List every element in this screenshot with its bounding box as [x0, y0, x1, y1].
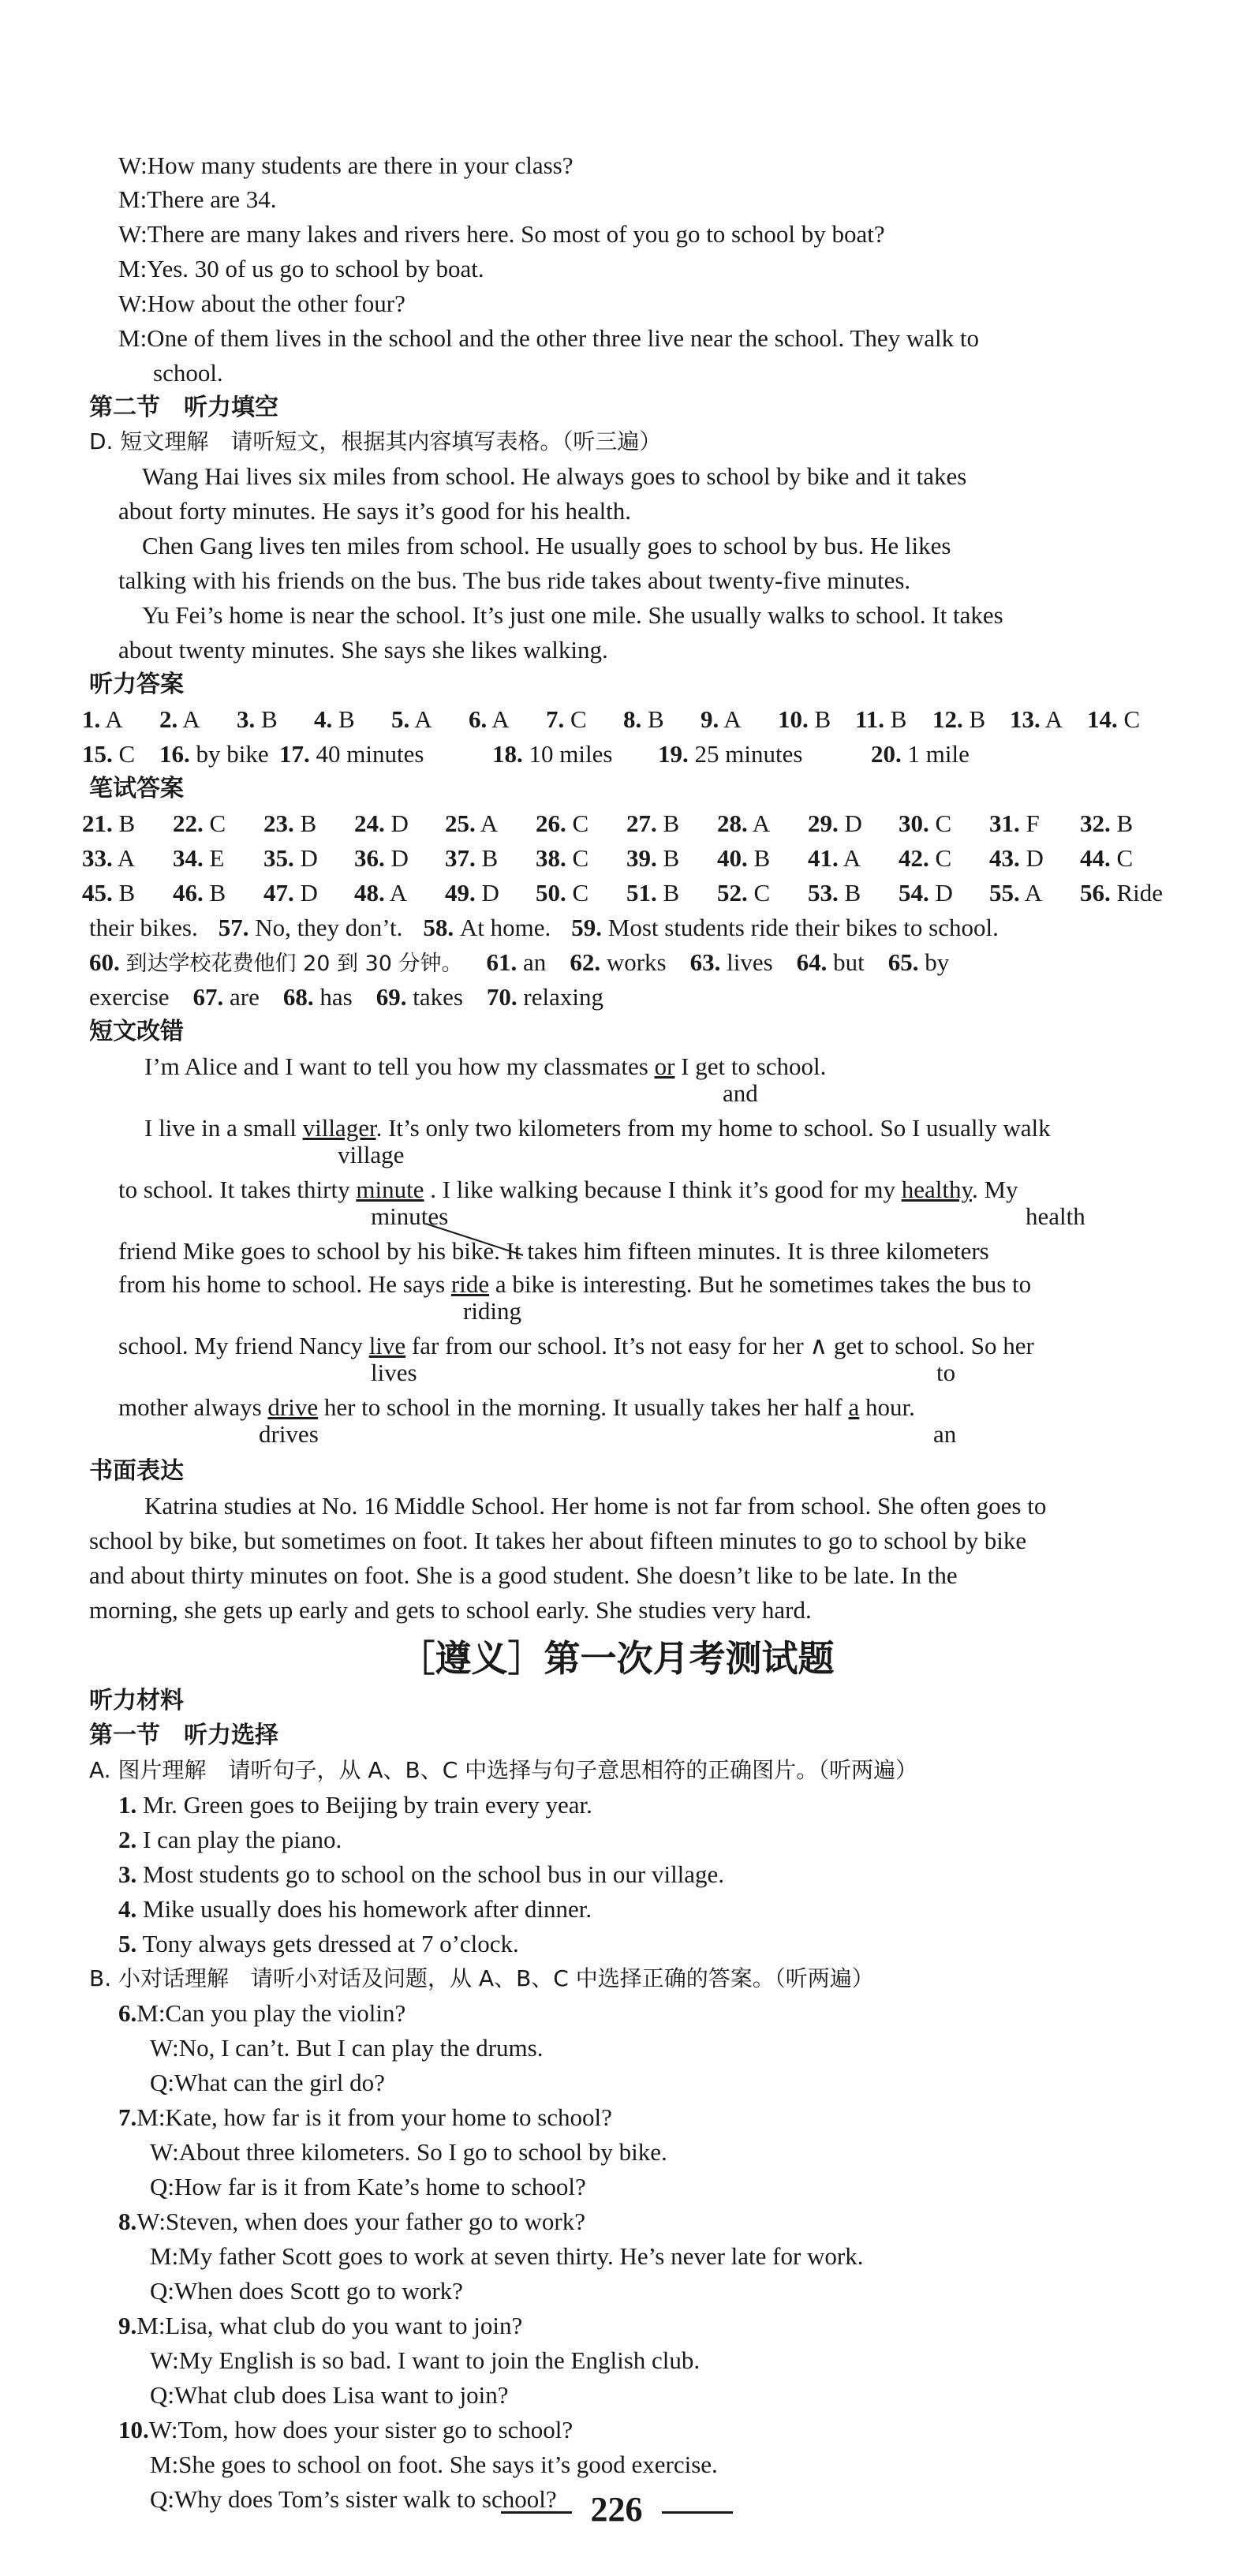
answer-item: 41. A — [808, 844, 861, 872]
correction-line: to school. It takes thirty minute . I like walking because I think it’s good for my healthy. My — [118, 1176, 1018, 1203]
answer-item: 56. Ride — [1080, 879, 1164, 907]
insert-caret-icon: ∧ — [809, 1332, 828, 1359]
answer-item: 36. D — [354, 844, 409, 872]
answer-item: 33. A — [82, 844, 136, 872]
answer-item: 19. 25 minutes — [658, 740, 803, 768]
dialog-line: M:There are 34. — [118, 185, 277, 213]
answer-item: 4. B — [314, 705, 355, 733]
page-number: 226 — [0, 2489, 1233, 2529]
section-heading: 第一节 听力选择 — [89, 1722, 278, 1749]
list-item: 4. Mike usually does his homework after dinner. — [118, 1895, 592, 1923]
delete-mark-icon — [422, 1219, 532, 1258]
dialog-line: Q:What club does Lisa want to join? — [150, 2381, 509, 2409]
answer-item: 68. has — [282, 983, 353, 1011]
answer-item: 24. D — [354, 809, 409, 837]
written-answers-line — [89, 912, 999, 944]
dialog-line: W:How many students are there in your class? — [118, 151, 574, 179]
correction-line: I’m Alice and I want to tell you how my classmates or I get to school. — [144, 1052, 827, 1080]
answer-item: 38. C — [536, 844, 589, 872]
answer-item: 15. C — [82, 740, 136, 768]
list-item: 1. Mr. Green goes to Beijing by train every year. — [118, 1791, 592, 1819]
answer-item: 44. C — [1080, 844, 1134, 872]
dialog-line: 8.W:Steven, when does your father go to work? — [118, 2208, 585, 2235]
correction-line: from his home to school. He says ride a bike is interesting. But he sometimes takes the bus to — [118, 1270, 1032, 1298]
error-word: live — [368, 1332, 406, 1359]
dialog-line: school. — [153, 359, 223, 387]
answer-item: 59. Most students ride their bikes to school. — [571, 914, 999, 941]
answer-item: 55. A — [989, 879, 1043, 907]
answer-item: 50. C — [536, 879, 589, 907]
answer-item: 43. D — [989, 844, 1044, 872]
correction-line: school. My friend Nancy live far from our school. It’s not easy for her ∧ get to school. So her — [118, 1332, 1034, 1359]
answer-item: 7. C — [546, 705, 587, 733]
dialog-line: Q:Why does Tom’s sister walk to school? — [150, 2485, 557, 2513]
answer-item: 70. relaxing — [486, 983, 603, 1011]
answer-item: 11. B — [855, 705, 907, 733]
dialog-line: M:She goes to school on foot. She says it’s good exercise. — [150, 2451, 718, 2478]
answer-item: 60. 到达学校花费他们 20 到 30 分钟。 — [89, 948, 463, 976]
correction-line: friend Mike goes to school by his bike. It takes him fifteen minutes. It is three kilometers — [118, 1237, 989, 1265]
answer-item: 23. B — [263, 809, 317, 837]
section-heading: 第二节 听力填空 — [89, 394, 278, 421]
answer-item: 9. A — [701, 705, 742, 733]
answer-item: 40. B — [717, 844, 771, 872]
correction-word: drives — [259, 1420, 319, 1448]
answer-item: 37. B — [445, 844, 499, 872]
answer-item: 62. works — [570, 948, 667, 976]
passage-line: Wang Hai lives six miles from school. He always goes to school by bike and it takes — [142, 462, 967, 490]
answer-item: 39. B — [626, 844, 680, 872]
exam-title: ［遵义］第一次月考测试题 — [398, 1637, 835, 1680]
dialog-line: W:How about the other four? — [118, 290, 405, 317]
dialog-line: W:There are many lakes and rivers here. So most of you go to school by boat? — [118, 220, 885, 248]
written-answers-heading: 笔试答案 — [89, 775, 184, 802]
answer-item: 64. but — [796, 948, 865, 976]
answer-item: 31. F — [989, 809, 1040, 837]
error-word: healthy — [901, 1176, 972, 1203]
answer-item: 18. 10 miles — [492, 740, 613, 768]
dialog-line: 9.M:Lisa, what club do you want to join? — [118, 2312, 523, 2339]
answer-item: 58. At home. — [423, 914, 551, 941]
answer-item: 51. B — [626, 879, 680, 907]
answer-item: 52. C — [717, 879, 771, 907]
answer-item: 6. A — [469, 705, 510, 733]
divider — [662, 2511, 733, 2514]
answer-item: 10. B — [778, 705, 831, 733]
deleted-word: his — [417, 1237, 446, 1265]
correction-word: health — [1026, 1202, 1085, 1230]
dialog-line: W:No, I can’t. But I can play the drums. — [150, 2034, 544, 2062]
section-instruction: B. 小对话理解 请听小对话及问题，从 A、B、C 中选择正确的答案。（听两遍） — [89, 1965, 874, 1991]
divider — [501, 2511, 572, 2514]
answer-item: 67. are — [192, 983, 260, 1011]
error-word: or — [654, 1052, 675, 1080]
answer-item: 69. takes — [376, 983, 463, 1011]
correction-word: minutes — [371, 1202, 449, 1230]
error-word: drive — [267, 1393, 319, 1421]
correction-word: an — [933, 1420, 957, 1448]
answer-item: 29. D — [808, 809, 862, 837]
written-answers-line — [89, 981, 603, 1013]
writing-line: and about thirty minutes on foot. She is a good student. She doesn’t like to be late. In the — [89, 1561, 958, 1589]
writing-line: Katrina studies at No. 16 Middle School. Her home is not far from school. She often goes to — [144, 1492, 1047, 1520]
answer-item: 13. A — [1010, 705, 1063, 733]
error-word: ride — [450, 1270, 490, 1298]
answer-item: 8. B — [623, 705, 664, 733]
answer-item: 53. B — [808, 879, 861, 907]
answer-item: 25. A — [445, 809, 499, 837]
dialog-line: W:About three kilometers. So I go to school by bike. — [150, 2138, 667, 2166]
error-correction-heading: 短文改错 — [89, 1018, 184, 1045]
answer-item: 5. A — [391, 705, 432, 733]
listening-material-heading: 听力材料 — [89, 1687, 184, 1714]
writing-line: school by bike, but sometimes on foot. It takes her about fifteen minutes to go to school by bike — [89, 1527, 1027, 1554]
dialog-line: M:Yes. 30 of us go to school by boat. — [118, 255, 484, 282]
answer-item: 1. A — [82, 705, 123, 733]
answer-item: 45. B — [82, 879, 136, 907]
answer-item: 42. C — [899, 844, 952, 872]
section-instruction: D. 短文理解 请听短文，根据其内容填写表格。（听三遍） — [89, 428, 662, 454]
list-item: 3. Most students go to school on the school bus in our village. — [118, 1860, 725, 1888]
answer-item: 61. an — [486, 948, 547, 976]
error-word: villager — [302, 1114, 376, 1142]
error-word: a — [848, 1393, 860, 1421]
answer-item: 32. B — [1080, 809, 1134, 837]
passage-line: Yu Fei’s home is near the school. It’s just one mile. She usually walks to school. It takes — [142, 601, 1003, 629]
dialog-line: M:One of them lives in the school and the other three live near the school. They walk to — [118, 324, 980, 352]
correction-line: mother always drive her to school in the morning. It usually takes her half a hour. — [118, 1393, 915, 1421]
list-item: 2. I can play the piano. — [118, 1826, 342, 1853]
dialog-line: M:My father Scott goes to work at seven thirty. He’s never late for work. — [150, 2242, 864, 2270]
dialog-line: Q:How far is it from Kate’s home to school? — [150, 2173, 586, 2200]
dialog-line: W:My English is so bad. I want to join the English club. — [150, 2346, 701, 2374]
dialog-line: 7.M:Kate, how far is it from your home to school? — [118, 2103, 612, 2131]
written-answers-line — [89, 947, 949, 980]
answer-item: their bikes. — [89, 914, 198, 941]
answer-item: 17. 40 minutes — [279, 740, 424, 768]
answer-item: 3. B — [237, 705, 278, 733]
dialog-line: Q:What can the girl do? — [150, 2069, 385, 2096]
answer-item: 34. E — [173, 844, 225, 872]
answer-item: 27. B — [626, 809, 680, 837]
answer-item: 20. 1 mile — [871, 740, 970, 768]
passage-line: about forty minutes. He says it’s good for his health. — [118, 497, 632, 525]
writing-line: morning, she gets up early and gets to school early. She studies very hard. — [89, 1596, 812, 1624]
correction-word: and — [723, 1079, 758, 1107]
answer-item: 46. B — [173, 879, 226, 907]
answer-item: 2. A — [159, 705, 200, 733]
correction-word: to — [936, 1359, 956, 1386]
writing-heading: 书面表达 — [89, 1457, 184, 1485]
listening-answers-heading: 听力答案 — [89, 671, 184, 698]
answer-item: 26. C — [536, 809, 589, 837]
passage-line: Chen Gang lives ten miles from school. He usually goes to school by bus. He likes — [142, 532, 951, 559]
dialog-line: 10.W:Tom, how does your sister go to school? — [118, 2416, 574, 2443]
error-word: minute — [356, 1176, 424, 1203]
passage-line: talking with his friends on the bus. The bus ride takes about twenty-five minutes. — [118, 566, 911, 594]
answer-item: 48. A — [354, 879, 408, 907]
dialog-line: 6.M:Can you play the violin? — [118, 1999, 406, 2027]
answer-item: 12. B — [932, 705, 986, 733]
list-item: 5. Tony always gets dressed at 7 o’clock. — [118, 1930, 519, 1957]
answer-item: 28. A — [717, 809, 771, 837]
answer-item: 22. C — [173, 809, 226, 837]
answer-item: 16. by bike — [159, 740, 269, 768]
answer-item: 35. D — [263, 844, 318, 872]
section-instruction: A. 图片理解 请听句子，从 A、B、C 中选择与句子意思相符的正确图片。（听两遍） — [89, 1757, 918, 1783]
answer-item: 14. C — [1087, 705, 1141, 733]
answer-item: 63. lives — [689, 948, 773, 976]
answer-item: 47. D — [263, 879, 318, 907]
answer-item: 49. D — [445, 879, 499, 907]
answer-item: 21. B — [82, 809, 136, 837]
answer-item: 30. C — [899, 809, 952, 837]
answer-item: exercise — [89, 983, 170, 1011]
correction-line: I live in a small villager. It’s only two kilometers from my home to school. So I usually walk — [144, 1114, 1051, 1142]
dialog-line: Q:When does Scott go to work? — [150, 2277, 463, 2305]
answer-item: 65. by — [887, 948, 950, 976]
correction-word: village — [338, 1141, 405, 1168]
answer-item: 54. D — [899, 879, 953, 907]
correction-word: lives — [371, 1359, 417, 1386]
correction-word: riding — [463, 1297, 522, 1325]
passage-line: about twenty minutes. She says she likes walking. — [118, 636, 608, 664]
answer-item: 57. No, they don’t. — [218, 914, 403, 941]
